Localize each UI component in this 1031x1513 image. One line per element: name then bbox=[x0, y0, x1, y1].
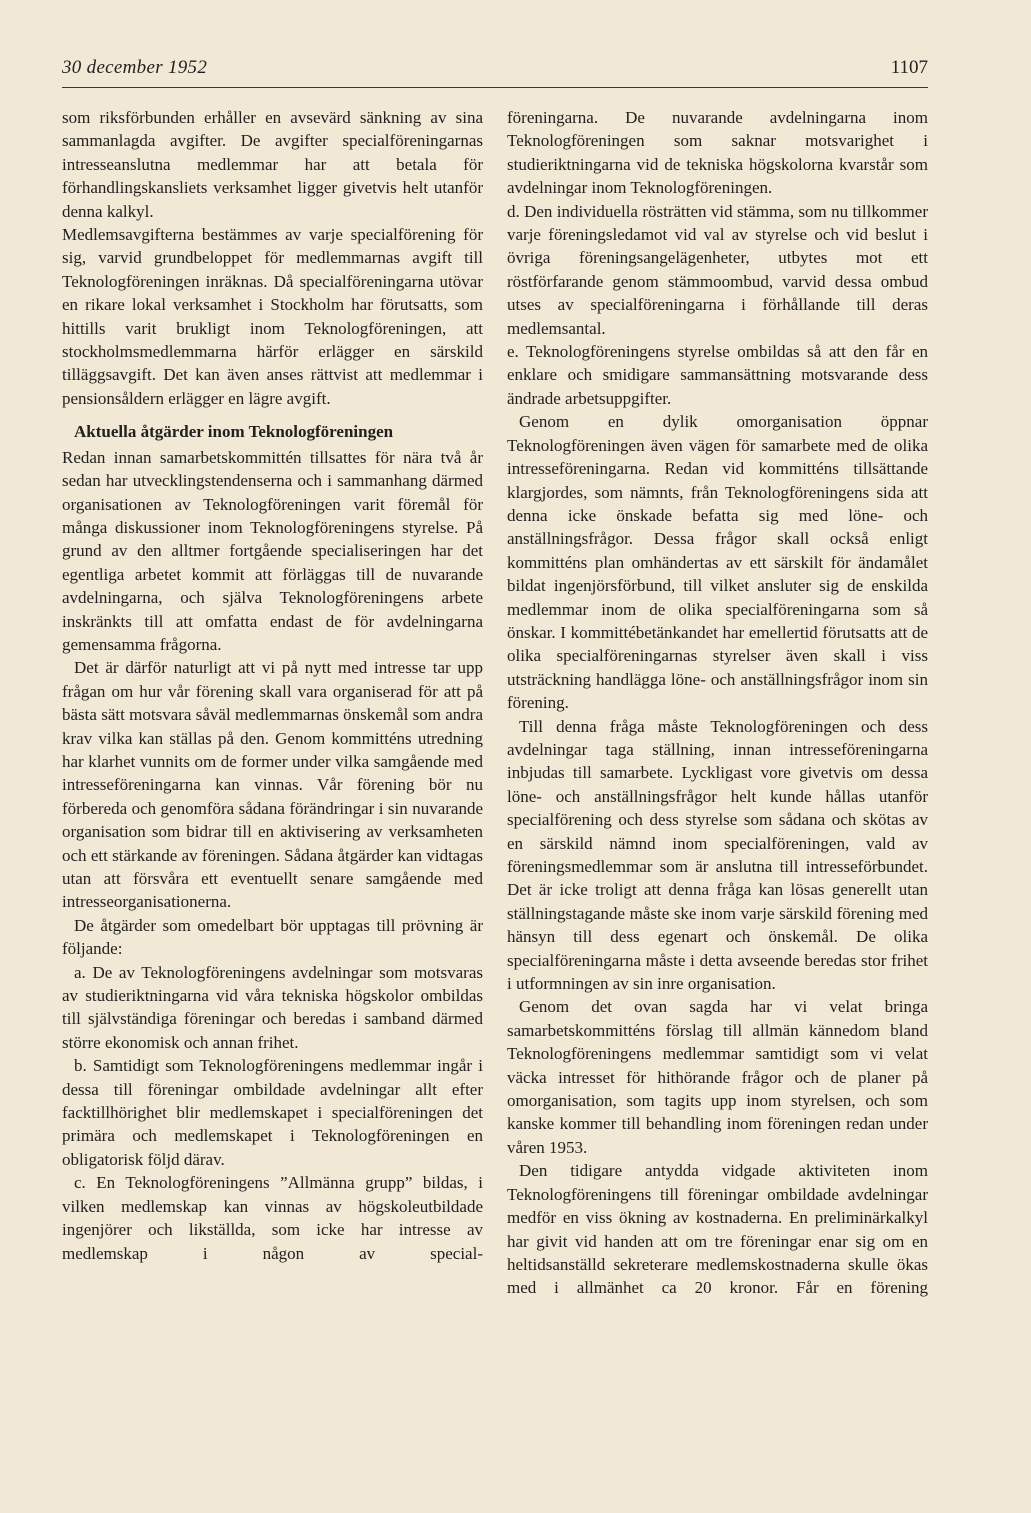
paragraph: Genom en dylik omorganisation öppnar Teknologföreningen även vägen för samarbete med de olika intresseföreningarna. Redan vid kommitténs tillsättande klargjordes, som nämnts, från Teknologföreningens sida att denna icke önskade befatta sig med löne- och anställningsfrågor. Dessa frågor skall också enligt kommitténs plan omhändertas av ett särskilt för ändamålet bildat ingenjörsförbund, till vilket ansluter sig de enskilda medlemmar inom de olika specialföreningarna som så önskar. I kommittébetänkandet har emellertid förutsatts att de olika specialföreningarnas styrelser även skall i viss utsträckning handlägga löne- och anställningsfrågor inom sin förening. bbox=[507, 412, 928, 713]
list-item-d: d. Den individuella rösträtten vid stämma, som nu tillkommer varje föreningsledamot vid val av styrelse och vid beslut i övriga föreningsangelägenheter, utbytes mot ett röstförfarande genom stämmoombud, varvid dessa ombud utses av specialföreningarna i förhållande till deras medlemsantal. bbox=[507, 201, 928, 338]
section-heading: Aktuella åtgärder inom Teknologföreningen bbox=[74, 422, 394, 442]
paragraph: Det är därför naturligt att vi på nytt med intresse tar upp frågan om hur vår förening skall vara organiserad för att på bästa sätt motsvara såväl medlemmarnas önskemål som andra krav vilka kan ställas på den. Genom kommitténs utredning har klarhet vunnits om de former under vilka samgående med intresseföreningarna kan vinnas. Vår förening bör nu förbereda och genomföra sådana förändringar i sin nuvarande organisation som bidrar till en aktivisering av verksamheten och ett stärkande av föreningen. Sådana åtgärder kan vidtagas utan att försvåra ett eventuellt senare samgående med intresseorganisationerna. bbox=[62, 658, 483, 912]
page-number: 1107 bbox=[890, 57, 928, 78]
paragraph: De åtgärder som omedelbart bör upptagas till prövning är följande: bbox=[62, 915, 483, 959]
issue-date: 30 december 1952 bbox=[62, 57, 208, 78]
list-item-b: b. Samtidigt som Teknologföreningens medlemmar ingår i dessa till föreningar ombildade avdelningar allt efter facktillhörighet blir medlemskapet i specialföreningen det primära och medlemskapet i Teknologföreningen en obligatorisk följd därav. bbox=[62, 1056, 483, 1169]
list-item-a: a. De av Teknologföreningens avdelningar som motsvaras av studieriktningarna vid våra tekniska högskolor ombildas till självständiga föreningar och beredas i samband därmed större ekonomisk och annan frihet. bbox=[62, 962, 483, 1052]
list-item-e: e. Teknologföreningens styrelse ombildas så att den får en enklare och smidigare sammansättning motsvarande dess ändrade arbetsuppgifter. bbox=[507, 342, 928, 408]
paragraph: som riksförbunden erhåller en avsevärd sänkning av sina sammanlagda avgifter. De avgifter specialföreningarnas intresseanslutna medlemmar har att betala för förhandlingskansliets verksamhet ligger givetvis helt utanför denna kalkyl. bbox=[62, 108, 483, 221]
paragraph: Genom det ovan sagda har vi velat bringa samarbetskommitténs förslag till allmän kännedom bland Teknologföreningens medlemmar samtidigt som vi velat väcka intresset för hithörande frågor och de planer på omorganisation, som tagits upp inom styrelsen, och som kanske kommer till behandling inom föreningen redan under våren 1953. bbox=[507, 997, 928, 1157]
left-column bbox=[62, 106, 483, 1265]
paragraph: Den tidigare antydda vidgade aktiviteten inom Teknologföreningens till föreningar ombildade avdelningar medför en viss ökning av kostnaderna. En preliminärkalkyl har givit vid handen att om tre föreningar enar sig om en heltidsanställd sekreterare medlemskostnaderna skulle ökas med i allmänhet ca 20 kronor. Får en förening bbox=[507, 1161, 928, 1298]
header-rule bbox=[62, 87, 928, 88]
paragraph: Medlemsavgifterna bestämmes av varje specialförening för sig, varvid grundbeloppet för medlemmarnas avgift till Teknologföreningen inräknas. Då specialföreningarna utövar en rikare lokal verksamhet i Stockholm har förutsatts, som hittills varit brukligt inom Teknologföreningen, att stockholmsmedlemmarna härför erlägger en särskild tilläggsavgift. Det kan även anses rättvist att medlemmar i pensionsåldern erlägger en lägre avgift. bbox=[62, 225, 483, 408]
list-item-c: c. En Teknologföreningens ”Allmänna grupp” bildas, i vilken medlemskap kan vinnas av högskoleutbildade ingenjörer och likställda, som icke har intresse av medlemskap i någon av special- bbox=[62, 1173, 483, 1263]
page-header bbox=[62, 57, 928, 85]
paragraph: Till denna fråga måste Teknologföreningen och dess avdelningar taga ställning, innan intresseföreningarna inbjudas till samarbete. Lyckligast vore givetvis om dessa löne- och anställningsfrågor helt kunde hållas utanför specialförening och dess styrelse som sådana och skötas av en särskild nämnd inom specialföreningen, vald av föreningsmedlemmar som är anslutna till intresseförbundet. Det är icke troligt att denna fråga kan lösas generellt utan ställningstagande måste ske inom varje särskild förening med hänsyn till dess egenart och önskemål. De olika specialföreningarna måste i detta avseende beredas stor frihet i utformningen av sin inre organisation. bbox=[507, 716, 928, 994]
right-column bbox=[507, 106, 928, 1300]
paragraph: föreningarna. De nuvarande avdelningarna inom Teknologföreningen som saknar motsvarighet i studieriktningarna vid de tekniska högskolorna kvarstår som avdelningar inom Teknologföreningen. bbox=[507, 108, 928, 198]
paragraph: Redan innan samarbetskommittén tillsattes för nära två år sedan har utvecklingstendenserna och i sammanhang därmed organisationen av Teknologföreningen varit föremål för många diskussioner inom Teknologföreningens styrelse. På grund av den alltmer fortgående specialiseringen har det egentliga arbetet kommit att förläggas till de nuvarande avdelningarna, och själva Teknologföreningens arbete inskränkts till att omfatta endast de för avdelningarna gemensamma frågorna. bbox=[62, 447, 483, 654]
